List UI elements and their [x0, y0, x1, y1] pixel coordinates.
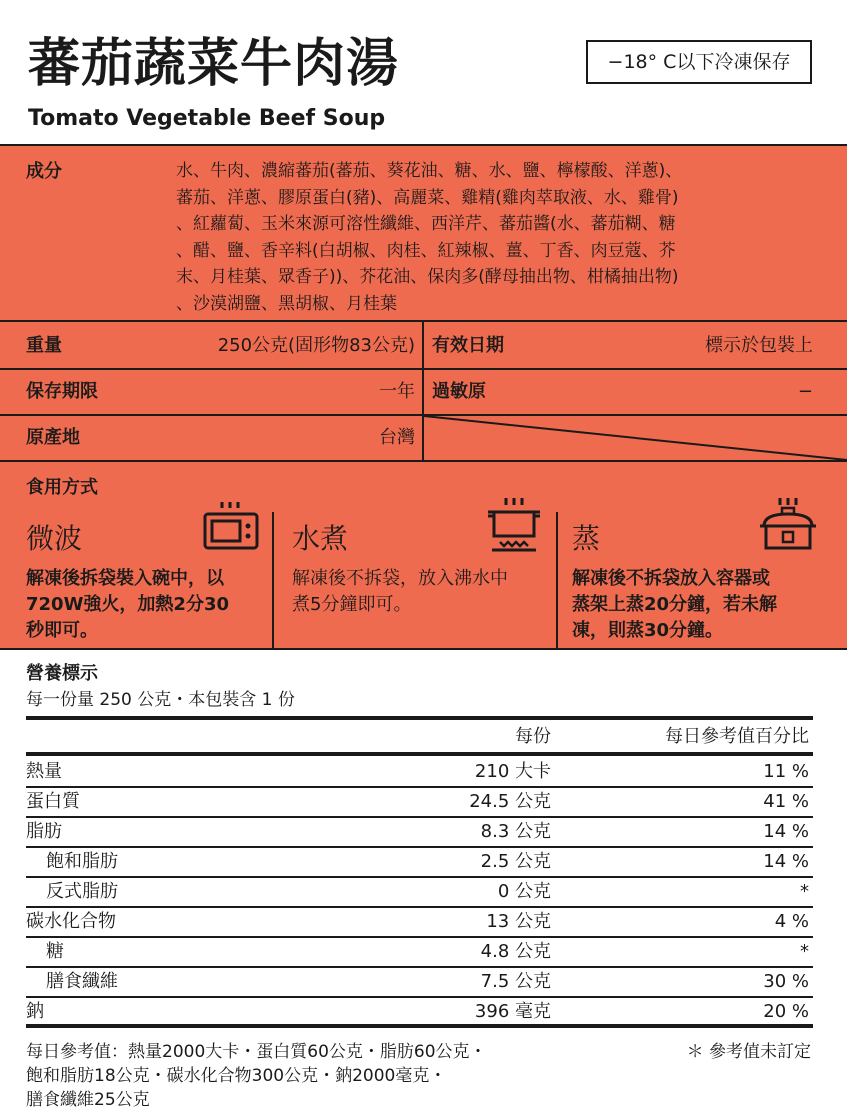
- nutrition-row: [26, 757, 813, 787]
- nutrient-name: 碳水化合物: [26, 911, 116, 932]
- nutrient-amount: 13 公克: [486, 911, 551, 932]
- nutrient-percent: 14 %: [763, 851, 809, 872]
- nutrition-row: [26, 967, 813, 997]
- ingredients-line: 水、牛肉、濃縮蕃茄(蕃茄、葵花油、糖、水、鹽、檸檬酸、洋蔥)、: [176, 161, 683, 181]
- method-text-line: 解凍後不拆袋，放入沸水中: [292, 568, 508, 589]
- nutrient-percent: *: [800, 881, 809, 902]
- nutrient-name: 熱量: [26, 761, 62, 782]
- storage-instruction-box: −18° C以下冷凍保存: [586, 40, 812, 84]
- origin-label: 原產地: [26, 427, 80, 448]
- microwave-icon: [202, 498, 260, 554]
- ingredients-line: 末、月桂葉、眾香子))、芥花油、保肉多(酵母抽出物、柑橘抽出物): [176, 267, 679, 287]
- ingredients-label: 成分: [26, 161, 62, 182]
- nutrition-title: 營養標示: [26, 663, 98, 684]
- ingredients-line: 、紅蘿蔔、玉米來源可溶性纖維、西洋芹、蕃茄醬(水、蕃茄糊、糖: [176, 214, 676, 234]
- nutrient-name: 反式脂肪: [46, 881, 118, 902]
- nutrient-percent: 30 %: [763, 971, 809, 992]
- nutrient-amount: 4.8 公克: [480, 941, 551, 962]
- reference-line: 膳食纖維25公克: [26, 1090, 150, 1110]
- daily-reference-note: [26, 1040, 586, 1112]
- ingredients-line: 蕃茄、洋蔥、膠原蛋白(豬)、高麗菜、雞精(雞肉萃取液、水、雞骨): [176, 187, 679, 208]
- nutrient-percent: 14 %: [763, 821, 809, 842]
- nutrient-name: 鈉: [26, 1001, 44, 1022]
- nutrient-percent: 4 %: [774, 911, 809, 932]
- nutrition-rule: [26, 1024, 813, 1028]
- reference-line: 每日參考值：熱量2000大卡・蛋白質60公克・脂肪60公克・: [26, 1042, 487, 1062]
- nutrient-amount: 24.5 公克: [469, 791, 551, 812]
- allergen-label: 過敏原: [432, 381, 486, 402]
- ingredients-line: 、沙漠湖鹽、黑胡椒、月桂葉: [176, 293, 397, 314]
- nutrient-name: 飽和脂肪: [46, 851, 118, 872]
- nutrition-rule: [26, 752, 813, 756]
- nutrition-row: [26, 817, 813, 847]
- weight-value: 250公克(固形物83公克): [217, 335, 415, 356]
- nutrient-amount: 8.3 公克: [480, 821, 551, 842]
- expiry-label: 有效日期: [432, 335, 504, 356]
- nutrition-rule: [26, 716, 813, 720]
- method-text-line: 蒸架上蒸20分鐘，若未解: [572, 594, 778, 615]
- allergen-value: −: [797, 381, 813, 402]
- expiry-value: 標示於包裝上: [705, 335, 813, 356]
- pot-icon: [484, 496, 544, 556]
- product-title: 蕃茄蔬菜牛肉湯: [28, 34, 400, 94]
- nutrition-row: [26, 937, 813, 967]
- method-text-line: 凍，則蒸30分鐘。: [572, 620, 724, 641]
- nutrition-row: [26, 877, 813, 907]
- reference-footnote: ＊ 參考值未訂定: [686, 1042, 811, 1062]
- nutrition-serving: 每一份量 250 公克・本包裝含 1 份: [26, 690, 295, 710]
- empty-cell-diagonal: [424, 416, 847, 460]
- product-subtitle: Tomato Vegetable Beef Soup: [28, 106, 386, 131]
- nutrition-row: [26, 997, 813, 1027]
- nutrient-percent: *: [800, 941, 809, 962]
- nutrient-name: 蛋白質: [26, 791, 80, 812]
- ingredients-text: [176, 158, 826, 317]
- nutrition-row: [26, 907, 813, 937]
- method-microwave-text: [26, 566, 229, 644]
- method-microwave-title: 微波: [26, 522, 83, 555]
- divider: [556, 512, 558, 650]
- steamer-icon: [758, 496, 818, 556]
- weight-label: 重量: [26, 335, 62, 356]
- method-steam-text: [572, 566, 777, 644]
- product-info-panel: [0, 144, 847, 650]
- nutrient-name: 膳食纖維: [46, 971, 118, 992]
- method-text-line: 秒即可。: [26, 620, 98, 641]
- method-text-line: 解凍後拆袋裝入碗中，以: [26, 568, 224, 589]
- method-boil-text: [292, 566, 508, 618]
- method-steam-title: 蒸: [572, 522, 601, 555]
- method-text-line: 煮5分鐘即可。: [292, 594, 412, 615]
- divider: [0, 460, 847, 462]
- nutrient-percent: 20 %: [763, 1001, 809, 1022]
- ingredients-line: 、醋、鹽、香辛料(白胡椒、肉桂、紅辣椒、薑、丁香、肉豆蔻、芥: [176, 240, 676, 261]
- shelf-life-label: 保存期限: [26, 381, 98, 402]
- reference-line: 飽和脂肪18公克・碳水化合物300公克・鈉2000毫克・: [26, 1066, 447, 1086]
- nutrition-row: [26, 847, 813, 877]
- nutrient-percent: 41 %: [763, 791, 809, 812]
- divider: [272, 512, 274, 650]
- nutrient-percent: 11 %: [763, 761, 809, 782]
- nutrient-amount: 0 公克: [497, 881, 551, 902]
- nutrition-header-row: [26, 722, 813, 752]
- shelf-life-value: 一年: [379, 381, 415, 402]
- nutrition-col-percent: 每日參考值百分比: [665, 726, 809, 747]
- divider: [422, 320, 424, 462]
- nutrient-amount: 2.5 公克: [480, 851, 551, 872]
- nutrition-col-amount: 每份: [515, 726, 551, 747]
- method-text-line: 解凍後不拆袋放入容器或: [572, 568, 770, 589]
- nutrient-name: 脂肪: [26, 821, 62, 842]
- nutrient-amount: 7.5 公克: [480, 971, 551, 992]
- nutrition-row: [26, 787, 813, 817]
- method-boil-title: 水煮: [292, 522, 349, 555]
- nutrient-amount: 210 大卡: [474, 761, 551, 782]
- origin-value: 台灣: [379, 427, 415, 448]
- nutrient-amount: 396 毫克: [474, 1001, 551, 1022]
- usage-label: 食用方式: [26, 477, 98, 498]
- nutrient-name: 糖: [46, 941, 64, 962]
- method-text-line: 720W強火，加熱2分30: [26, 594, 230, 615]
